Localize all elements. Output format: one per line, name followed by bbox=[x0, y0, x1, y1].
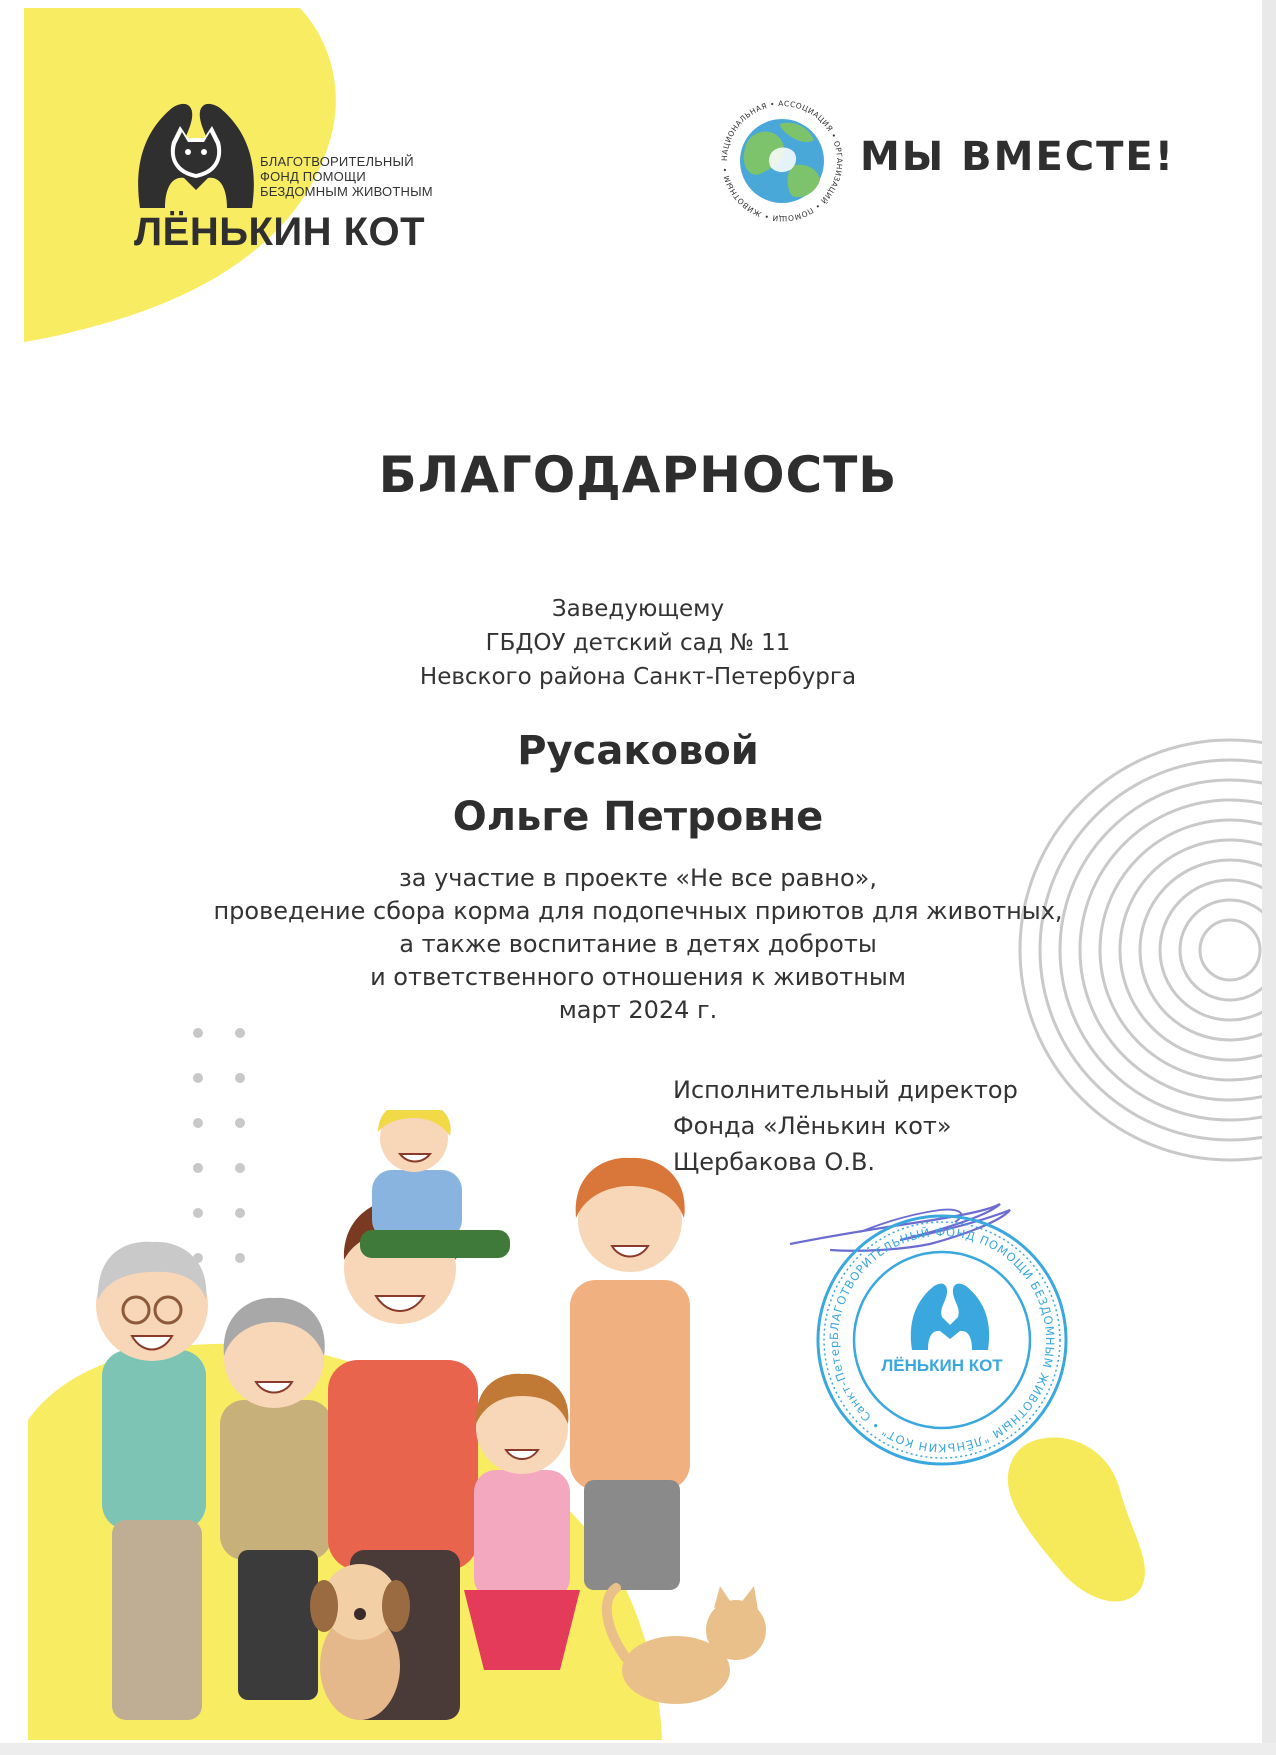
stamp-ring-text: БЛАГОТВОРИТЕЛЬНЫЙ ФОНД ПОМОЩИ БЕЗДОМНЫМ ЖИВОТНЫМ "ЛЁНЬКИН КОТ" • Санкт-Петер bbox=[826, 1224, 1058, 1456]
association-motto: МЫ ВМЕСТЕ! bbox=[860, 134, 1175, 180]
foundation-subtitle-line: БЛАГОТВОРИТЕЛЬНЫЙ bbox=[260, 154, 414, 169]
recipient-block bbox=[0, 592, 1276, 694]
reason-line: и ответственного отношения к животным bbox=[370, 963, 906, 991]
girl-figure bbox=[464, 1374, 580, 1670]
recipient-line: Заведующему bbox=[551, 596, 725, 622]
recipient-line: ГБДОУ детский сад № 11 bbox=[485, 630, 791, 656]
mother-figure bbox=[570, 1158, 690, 1590]
reason-line: проведение сбора корма для подопечных приютов для животных, bbox=[213, 897, 1063, 925]
recipient-surname: Русаковой bbox=[517, 728, 759, 774]
cat-hands-heart-icon bbox=[911, 1284, 989, 1350]
cat-hands-heart-icon bbox=[132, 98, 262, 218]
foundation-subtitle bbox=[260, 154, 460, 199]
reason-line: за участие в проекте «Не все равно», bbox=[398, 864, 877, 892]
official-stamp bbox=[812, 1210, 1072, 1470]
grandmother-figure bbox=[220, 1298, 332, 1700]
recipient-line: Невского района Санкт-Петербурга bbox=[419, 664, 857, 690]
foundation-subtitle-line: БЕЗДОМНЫМ ЖИВОТНЫМ bbox=[260, 184, 433, 199]
boy-figure bbox=[360, 1110, 510, 1258]
reason-line: а также воспитание в детях доброты bbox=[399, 930, 877, 958]
association-logo bbox=[712, 96, 1192, 226]
cat-figure bbox=[607, 1586, 766, 1704]
stamp-graphic bbox=[812, 1210, 1072, 1470]
signer-name: Щербакова О.В. bbox=[673, 1148, 876, 1176]
scan-edge-bottom bbox=[0, 1743, 1276, 1755]
foundation-brand-name: ЛЁНЬКИН КОТ bbox=[134, 210, 426, 254]
signer-organization: Фонда «Лёнькин кот» bbox=[673, 1112, 952, 1140]
scan-edge-right bbox=[1262, 0, 1276, 1755]
svg-text:БЛАГОТВОРИТЕЛЬНЫЙ ФОНД ПОМОЩИ bbox=[812, 1210, 1057, 1455]
recipient-name bbox=[0, 718, 1276, 850]
globe-dog-cat-icon bbox=[712, 96, 852, 226]
emblem-ring-text: НАЦИОНАЛЬНАЯ • АССОЦИАЦИЯ • ОРГАНИЗАЦИЙ • ПОМОЩИ • ЖИВОТНЫМ • bbox=[719, 98, 845, 224]
recipient-given-names: Ольге Петровне bbox=[452, 794, 824, 840]
family-with-pets-illustration bbox=[60, 1110, 820, 1740]
grandfather-figure bbox=[96, 1242, 208, 1720]
foundation-logo bbox=[132, 98, 452, 268]
reason-block bbox=[0, 862, 1276, 1027]
page-title: БЛАГОДАРНОСТЬ bbox=[378, 446, 898, 504]
stamp-brand: ЛЁНЬКИН КОТ bbox=[881, 1356, 1003, 1375]
reason-date: март 2024 г. bbox=[558, 996, 718, 1024]
foundation-subtitle-line: ФОНД ПОМОЩИ bbox=[260, 169, 366, 184]
signer-position: Исполнительный директор bbox=[673, 1076, 1018, 1104]
